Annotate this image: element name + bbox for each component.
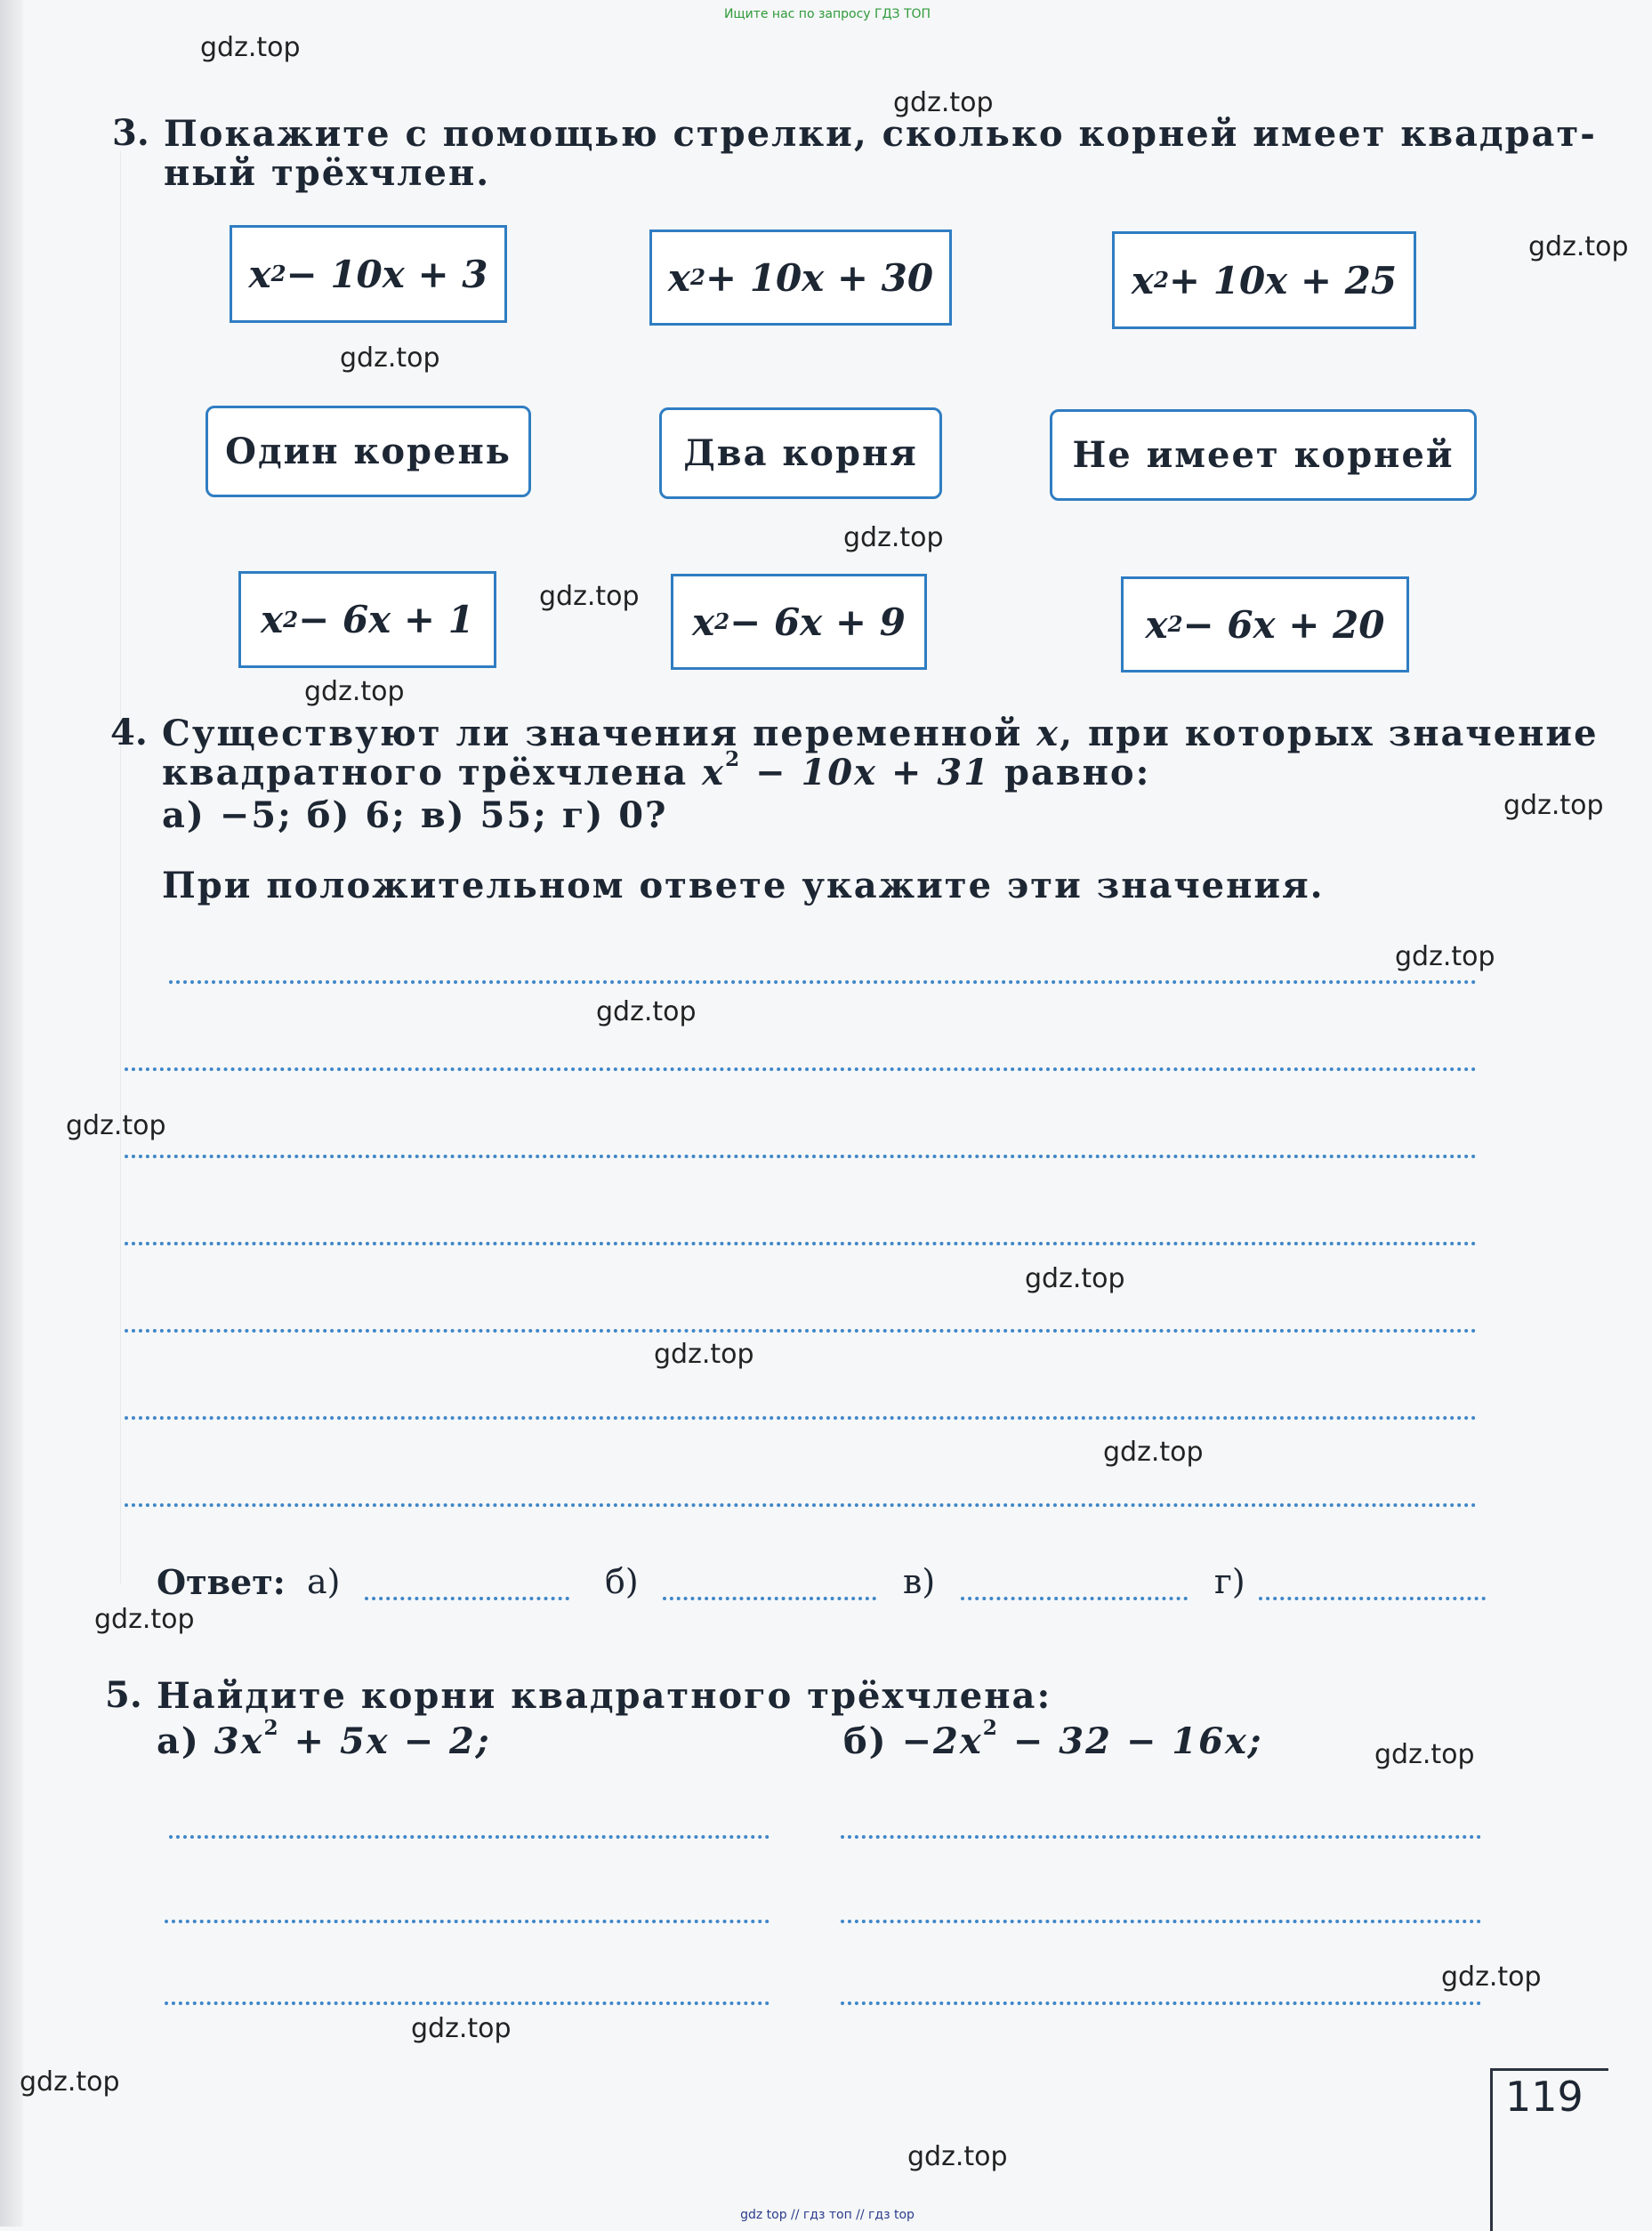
task-5b-line[interactable]: [841, 1920, 1481, 1923]
answer-line[interactable]: [125, 1329, 1477, 1333]
header-note: Ищите нас по запросу ГДЗ ТОП: [723, 7, 931, 21]
polynomial-box[interactable]: x 2 − 10x + 3: [230, 225, 507, 323]
watermark: gdz.top: [843, 522, 944, 553]
watermark: gdz.top: [1441, 1961, 1542, 1993]
polynomial-box[interactable]: x 2 + 10x + 25: [1112, 231, 1416, 329]
answer-box-two-roots[interactable]: Два корня: [659, 407, 942, 499]
watermark: gdz.top: [200, 32, 301, 63]
watermark: gdz.top: [1395, 941, 1495, 972]
answer-part-d-label: г): [1214, 1562, 1245, 1601]
task-4-instruction: При положительном ответе укажите эти значения.: [162, 865, 1325, 906]
task-4-options: а) −5; б) 6; в) 55; г) 0?: [162, 794, 668, 836]
polynomial-box[interactable]: x 2 − 6x + 20: [1121, 576, 1409, 673]
watermark: gdz.top: [1503, 790, 1604, 821]
answer-line[interactable]: [125, 1503, 1477, 1507]
watermark: gdz.top: [539, 581, 640, 612]
task-5a-line[interactable]: [169, 1835, 770, 1839]
task-3-number: 3.: [112, 112, 149, 154]
watermark: gdz.top: [304, 676, 405, 707]
answer-line[interactable]: [169, 980, 1477, 984]
answer-box-one-root[interactable]: Один корень: [205, 406, 531, 497]
watermark: gdz.top: [1528, 231, 1629, 262]
answer-a-line[interactable]: [365, 1597, 569, 1600]
task-3-line-1: Покажите с помощью стрелки, сколько корней имеет квадрат-: [164, 113, 1597, 155]
polynomial-box[interactable]: x 2 − 6x + 9: [671, 574, 927, 670]
task-5-part-b: $б) -2x^2 - 32 - 16x$;: [843, 1716, 1263, 1762]
polynomial-box[interactable]: x 2 + 10x + 30: [649, 230, 952, 326]
task-5b-line[interactable]: [841, 1835, 1481, 1839]
task-4-line-1: Существуют ли значения переменной x, при которых значение: [162, 713, 1599, 754]
answer-label: Ответ:: [157, 1562, 286, 1602]
task-4-number: 4.: [110, 712, 148, 753]
answer-box-no-roots[interactable]: Не имеет корней: [1050, 409, 1477, 501]
answer-line[interactable]: [125, 1416, 1477, 1420]
watermark: gdz.top: [340, 342, 440, 374]
task-5a-line[interactable]: [165, 1920, 770, 1923]
watermark: gdz.top: [66, 1110, 166, 1141]
task-4-line-2: квадратного трёхчлена $x^2 - 10x + 31$ равно:: [162, 747, 1151, 793]
watermark: gdz.top: [907, 2141, 1008, 2172]
answer-b-line[interactable]: [663, 1597, 876, 1600]
watermark: gdz.top: [411, 2013, 512, 2044]
watermark: gdz.top: [20, 2066, 120, 2098]
answer-part-b-label: б): [605, 1562, 639, 1601]
answer-line[interactable]: [125, 1242, 1477, 1245]
answer-part-c-label: в): [903, 1562, 936, 1601]
watermark: gdz.top: [1103, 1437, 1204, 1468]
task-5b-line[interactable]: [841, 2001, 1481, 2005]
task-5-title: Найдите корни квадратного трёхчлена:: [157, 1675, 1052, 1717]
task-5-number: 5.: [105, 1674, 142, 1716]
task-5-part-a: а) $3x^2 + 5x - 2$;: [157, 1716, 491, 1762]
watermark: gdz.top: [1025, 1263, 1125, 1294]
answer-c-line[interactable]: [961, 1597, 1188, 1600]
task-3-line-2: ный трёхчлен.: [164, 152, 491, 194]
page-number: 119: [1505, 2073, 1584, 2121]
watermark: gdz.top: [893, 87, 994, 118]
watermark: gdz.top: [596, 996, 697, 1027]
answer-line[interactable]: [125, 1155, 1477, 1158]
watermark: gdz.top: [1374, 1739, 1475, 1770]
task-5a-line[interactable]: [165, 2001, 770, 2005]
answer-line[interactable]: [125, 1067, 1477, 1071]
answer-d-line[interactable]: [1259, 1597, 1486, 1600]
footer-note: gdz top // гдз топ // гдз top: [740, 2208, 915, 2222]
watermark: gdz.top: [654, 1339, 754, 1370]
page-edge: [0, 0, 23, 2227]
polynomial-box[interactable]: x 2 − 6x + 1: [238, 571, 496, 668]
answer-part-a-label: а): [307, 1562, 341, 1601]
watermark: gdz.top: [94, 1604, 195, 1635]
